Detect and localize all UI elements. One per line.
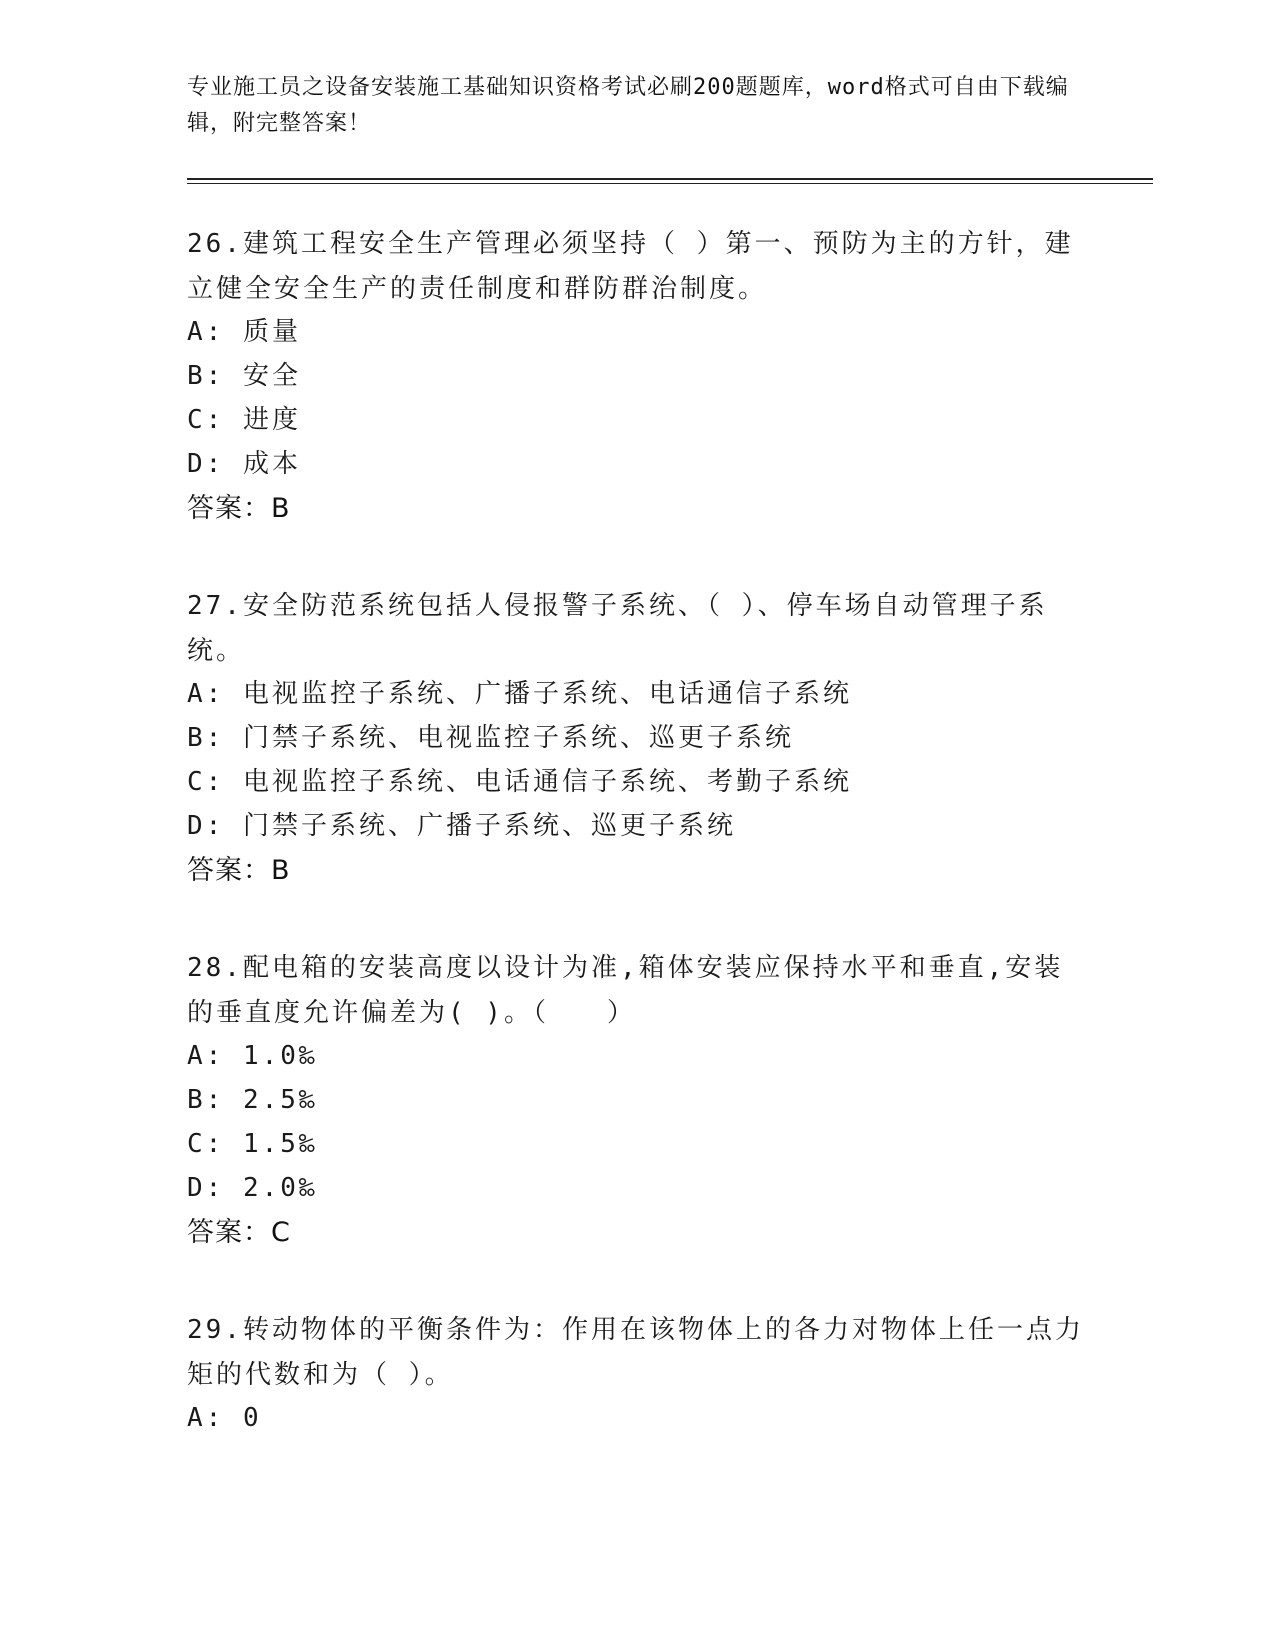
option-d: D: 2.0‰ — [187, 1173, 318, 1203]
header-divider-thin — [187, 183, 1153, 184]
option-c: C: 电视监控子系统、电话通信子系统、考勤子系统 — [187, 767, 852, 797]
option-a: A: 1.0‰ — [187, 1041, 318, 1071]
answer-28: 答案：C — [187, 1217, 291, 1248]
question-stem-27: 27.安全防范系统包括人侵报警子系统、（ ）、停车场自动管理子系统。 — [187, 591, 1048, 666]
document-header: 专业施工员之设备安装施工基础知识资格考试必刷200题题库，word格式可自由下载编辑，附完整答案！ — [187, 75, 1069, 136]
option-d: D: 门禁子系统、广播子系统、巡更子系统 — [187, 811, 736, 841]
option-b: B: 门禁子系统、电视监控子系统、巡更子系统 — [187, 723, 794, 753]
option-c: C: 进度 — [187, 405, 301, 435]
question-stem-28: 28.配电箱的安装高度以设计为准,箱体安装应保持水平和垂直,安装的垂直度允许偏差为( )。（ ） — [187, 953, 1064, 1028]
option-b: B: 2.5‰ — [187, 1085, 318, 1115]
header-divider — [187, 178, 1153, 180]
option-c: C: 1.5‰ — [187, 1129, 318, 1159]
option-a: A: 质量 — [187, 317, 301, 347]
answer-26: 答案：B — [187, 493, 291, 524]
option-d: D: 成本 — [187, 449, 301, 479]
option-a: A: 电视监控子系统、广播子系统、电话通信子系统 — [187, 679, 852, 709]
question-stem-29: 29.转动物体的平衡条件为：作用在该物体上的各力对物体上任一点力矩的代数和为（ ）。 — [187, 1315, 1084, 1390]
answer-27: 答案：B — [187, 855, 291, 886]
question-stem-26: 26.建筑工程安全生产管理必须坚持（ ）第一、预防为主的方针，建立健全安全生产的责任制度和群防群治制度。 — [187, 229, 1074, 304]
option-a: A: 0 — [187, 1403, 262, 1433]
option-b: B: 安全 — [187, 361, 301, 391]
